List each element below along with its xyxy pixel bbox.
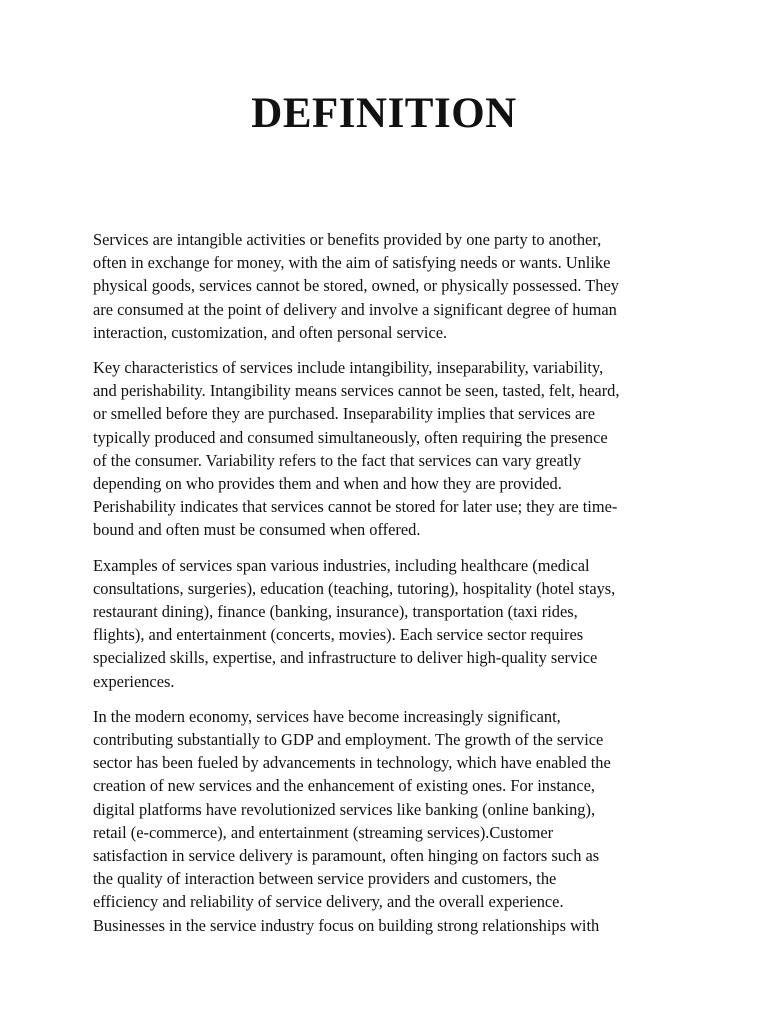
paragraph-characteristics: Key characteristics of services include intangibility, inseparability, variability, and perishability. Intangibility means services cannot be seen, tasted, felt, heard, or smelled before they are purchased. Inseparability implies that services are typically produced and consumed simultaneously, often requiring the presence of the consumer. Variability refers to the fact that services can vary greatly depending on who provides them and when and how they are provided. Perishability indicates that services cannot be stored for later use; they are time- bound and often must be consumed when offered. — [93, 358, 620, 540]
page-title: DEFINITION — [251, 90, 517, 137]
paragraph-examples: Examples of services span various industries, including healthcare (medical consultations, surgeries), education (teaching, tutoring), hospitality (hotel stays, restaurant dining), finance (banking, insurance), transportation (taxi rides, flights), and entertainment (concerts, movies). Each service sector requires specialized skills, expertise, and infrastructure to deliver high-quality service experiences. — [93, 555, 616, 691]
document-body — [93, 228, 685, 949]
paragraph-definition: Services are intangible activities or benefits provided by one party to another, often in exchange for money, with the aim of satisfying needs or wants. Unlike physical goods, services cannot be stored, owned, or physically possessed. They are consumed at the point of delivery and involve a significant degree of human interaction, customization, and often personal service. — [93, 230, 619, 342]
paragraph-modern-economy: In the modern economy, services have become increasingly significant, contributing substantially to GDP and employment. The growth of the service sector has been fueled by advancements in technology, which have enabled the creation of new services and the enhancement of existing ones. For instance, digital platforms have revolutionized services like banking (online banking), retail (e-commerce), and entertainment (streaming services).Customer satisfaction in service delivery is paramount, often hinging on factors such as the quality of interaction between service providers and customers, the efficiency and reliability of service delivery, and the overall experience. Businesses in the service industry focus on building strong relationships with — [93, 706, 611, 935]
